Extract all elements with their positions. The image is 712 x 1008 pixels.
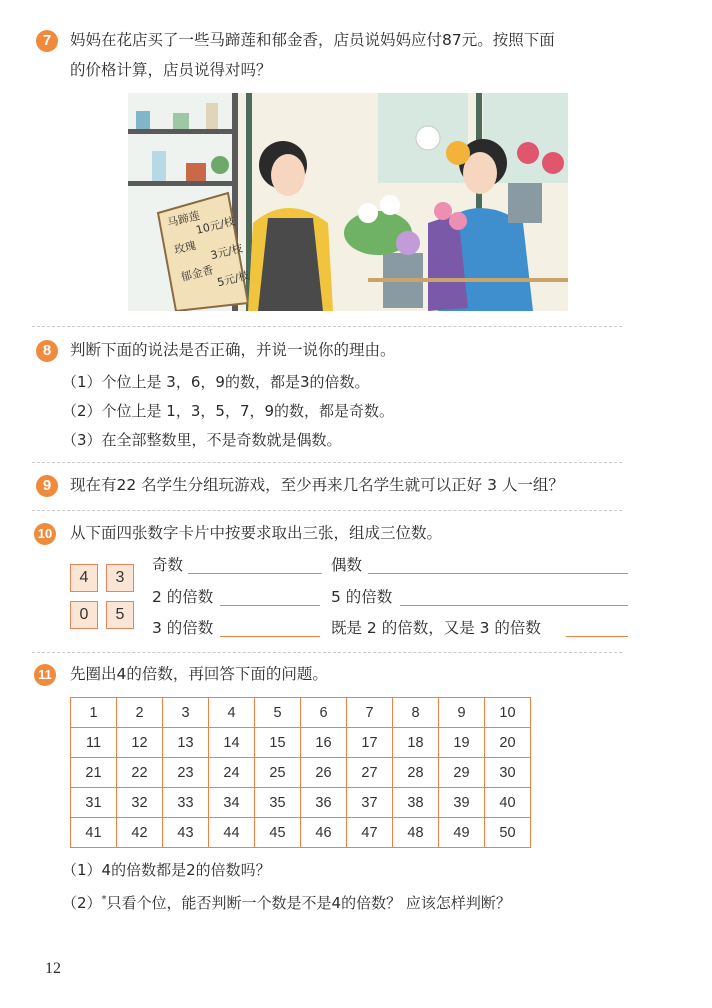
grid-cell[interactable]: 35 [255,788,301,818]
separator [32,510,622,511]
question-8-title: 判断下面的说法是否正确，并说一说你的理由。 [70,341,396,359]
grid-cell[interactable]: 28 [393,758,439,788]
question-number-9: 9 [36,475,58,497]
grid-cell[interactable]: 29 [439,758,485,788]
answer-blank-multiple-of-2[interactable] [220,605,320,606]
grid-cell[interactable]: 12 [117,728,163,758]
question-11-text: 先圈出4的倍数，再回答下面的问题。 [70,665,328,683]
grid-cell[interactable]: 6 [301,698,347,728]
grid-cell[interactable]: 31 [71,788,117,818]
label-even: 偶数 [331,556,363,574]
grid-cell[interactable]: 26 [301,758,347,788]
digit-card: 3 [106,564,134,592]
grid-cell[interactable]: 4 [209,698,255,728]
grid-cell[interactable]: 3 [163,698,209,728]
grid-cell[interactable]: 32 [117,788,163,818]
grid-cell[interactable]: 41 [71,818,117,848]
grid-cell[interactable]: 11 [71,728,117,758]
grid-cell[interactable]: 9 [439,698,485,728]
question-11-sub-2 [62,890,511,913]
grid-cell[interactable]: 23 [163,758,209,788]
sign-price-3: 5元/枝 [215,268,251,290]
question-10-text: 从下面四张数字卡片中按要求取出三张，组成三位数。 [70,524,443,542]
label-multiple-of-2-and-3: 既是 2 的倍数，又是 3 的倍数 [331,619,541,637]
answer-blank-multiple-of-2-and-3[interactable] [566,636,628,637]
grid-cell[interactable]: 20 [485,728,531,758]
grid-cell[interactable]: 36 [301,788,347,818]
separator [32,652,622,653]
question-8-item-2: （2）个位上是 1，3，5，7，9的数，都是奇数。 [62,402,395,420]
separator [32,326,622,327]
grid-cell[interactable]: 13 [163,728,209,758]
question-8-item-3: （3）在全部整数里，不是奇数就是偶数。 [62,431,342,449]
grid-cell[interactable]: 45 [255,818,301,848]
grid-cell[interactable]: 47 [347,818,393,848]
number-grid [70,697,531,848]
label-multiple-of-5: 5 的倍数 [331,588,393,606]
answer-blank-even[interactable] [368,573,628,574]
question-7-line-2: 的价格计算，店员说得对吗？ [70,61,272,79]
sign-price-2: 3元/枝 [209,241,245,263]
optional-star: * [101,894,107,905]
grid-cell[interactable]: 39 [439,788,485,818]
grid-cell[interactable]: 10 [485,698,531,728]
digit-card: 0 [70,601,98,629]
grid-row [71,818,531,848]
question-11-sub-1: （1）4的倍数都是2的倍数吗？ [62,861,271,879]
grid-cell[interactable]: 14 [209,728,255,758]
grid-cell[interactable]: 48 [393,818,439,848]
label-multiple-of-3: 3 的倍数 [152,619,214,637]
page-number: 12 [45,960,61,977]
grid-cell[interactable]: 7 [347,698,393,728]
question-number-7: 7 [36,30,58,52]
answer-blank-multiple-of-5[interactable] [400,605,628,606]
grid-cell[interactable]: 27 [347,758,393,788]
grid-cell[interactable]: 25 [255,758,301,788]
question-9-text: 现在有22 名学生分组玩游戏，至少再来几名学生就可以正好 3 人一组？ [70,476,564,494]
grid-cell[interactable]: 16 [301,728,347,758]
grid-row [71,758,531,788]
grid-cell[interactable]: 40 [485,788,531,818]
sign-item-3: 郁金香 [179,263,215,284]
grid-cell[interactable]: 5 [255,698,301,728]
answer-blank-multiple-of-3[interactable] [220,636,320,637]
grid-cell[interactable]: 46 [301,818,347,848]
label-multiple-of-2: 2 的倍数 [152,588,214,606]
sign-price-1: 10元/枝 [194,214,237,237]
question-number-11: 11 [34,664,56,686]
grid-cell[interactable]: 34 [209,788,255,818]
question-number-8: 8 [36,340,58,362]
grid-row [71,788,531,818]
digit-card: 4 [70,564,98,592]
grid-cell[interactable]: 33 [163,788,209,818]
grid-cell[interactable]: 2 [117,698,163,728]
question-number-10: 10 [34,523,56,545]
grid-cell[interactable]: 22 [117,758,163,788]
grid-cell[interactable]: 24 [209,758,255,788]
digit-card: 5 [106,601,134,629]
grid-cell[interactable]: 49 [439,818,485,848]
grid-cell[interactable]: 42 [117,818,163,848]
sign-item-2: 玫瑰 [172,238,198,257]
grid-cell[interactable]: 43 [163,818,209,848]
flower-shop-illustration [128,93,568,311]
grid-cell[interactable]: 37 [347,788,393,818]
sub-2-text: 只看个位，能否判断一个数是不是4的倍数？ 应该怎样判断？ [106,894,511,912]
grid-cell[interactable]: 21 [71,758,117,788]
grid-cell[interactable]: 44 [209,818,255,848]
grid-cell[interactable]: 8 [393,698,439,728]
sub-2-prefix: （2） [62,894,102,912]
sign-item-1: 马蹄莲 [166,209,202,230]
grid-cell[interactable]: 50 [485,818,531,848]
separator [32,462,622,463]
grid-cell[interactable]: 15 [255,728,301,758]
grid-cell[interactable]: 30 [485,758,531,788]
grid-cell[interactable]: 17 [347,728,393,758]
answer-blank-odd[interactable] [188,573,322,574]
label-odd: 奇数 [152,556,184,574]
question-8-item-1: （1）个位上是 3，6，9的数，都是3的倍数。 [62,373,370,391]
grid-cell[interactable]: 1 [71,698,117,728]
grid-row [71,728,531,758]
grid-cell[interactable]: 38 [393,788,439,818]
grid-cell[interactable]: 19 [439,728,485,758]
grid-row [71,698,531,728]
question-7-line-1: 妈妈在花店买了一些马蹄莲和郁金香，店员说妈妈应付87元。按照下面 [70,31,555,49]
grid-cell[interactable]: 18 [393,728,439,758]
